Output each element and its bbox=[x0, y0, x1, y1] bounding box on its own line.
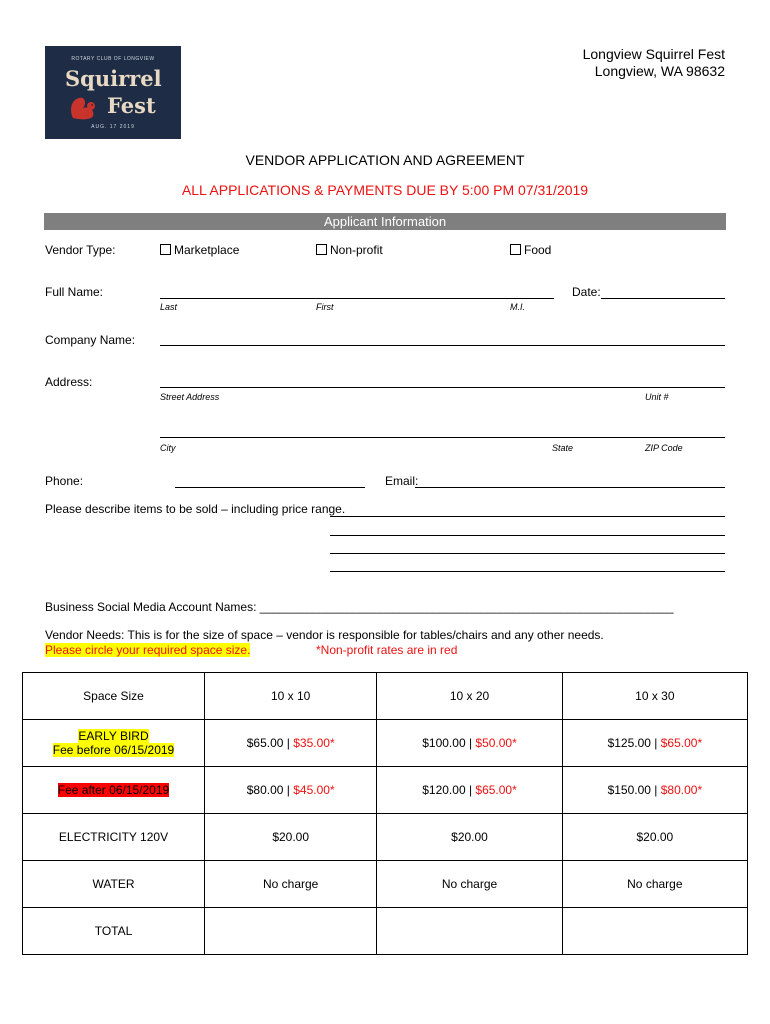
items-line-4[interactable] bbox=[330, 571, 725, 572]
size-10x20-header[interactable]: 10 x 20 bbox=[377, 673, 562, 720]
checkbox-marketplace-label: Marketplace bbox=[174, 243, 240, 257]
address-label: Address: bbox=[45, 375, 93, 389]
company-name-label: Company Name: bbox=[45, 333, 136, 347]
checkbox-icon[interactable] bbox=[160, 244, 171, 255]
water-label: WATER bbox=[23, 861, 205, 908]
nonprofit-price: $65.00* bbox=[660, 736, 703, 750]
last-sublabel: Last bbox=[160, 302, 178, 312]
electricity-10x30: $20.00 bbox=[562, 814, 747, 861]
price: $65.00 | bbox=[246, 736, 294, 750]
event-header bbox=[583, 46, 725, 80]
size-10x30-header[interactable]: 10 x 30 bbox=[562, 673, 747, 720]
checkbox-food[interactable] bbox=[510, 243, 551, 257]
table-row bbox=[23, 814, 748, 861]
price: $80.00 | bbox=[246, 783, 294, 797]
early-10x30-cell bbox=[562, 720, 747, 767]
early-10x20-cell bbox=[377, 720, 562, 767]
nonprofit-rates-note: *Non-profit rates are in red bbox=[316, 643, 458, 657]
price: $150.00 | bbox=[607, 783, 661, 797]
table-row bbox=[23, 908, 748, 955]
date-field[interactable] bbox=[601, 298, 725, 299]
vendor-type-label: Vendor Type: bbox=[45, 243, 116, 257]
items-label: Please describe items to be sold – including price range. bbox=[45, 502, 346, 516]
zip-sublabel: ZIP Code bbox=[645, 443, 683, 453]
circle-instruction bbox=[45, 643, 250, 657]
logo-word-fest: Fest bbox=[107, 93, 156, 118]
early-bird-title: EARLY BIRD bbox=[78, 729, 149, 743]
squirrel-icon bbox=[67, 92, 103, 122]
price: $120.00 | bbox=[422, 783, 476, 797]
after-10x30-cell bbox=[562, 767, 747, 814]
checkbox-marketplace[interactable] bbox=[160, 243, 239, 257]
date-label: Date: bbox=[572, 285, 601, 299]
items-line-2[interactable] bbox=[330, 535, 725, 536]
nonprofit-price: $65.00* bbox=[475, 783, 517, 797]
checkbox-nonprofit-label: Non-profit bbox=[330, 243, 383, 257]
mi-sublabel: M.I. bbox=[510, 302, 525, 312]
electricity-10x10: $20.00 bbox=[205, 814, 377, 861]
size-10x10-header[interactable]: 10 x 10 bbox=[205, 673, 377, 720]
vendor-needs-text: Vendor Needs: This is for the size of space – vendor is responsible for tables/chairs and any other needs. bbox=[45, 628, 604, 642]
email-field[interactable] bbox=[415, 487, 725, 488]
early-bird-label bbox=[23, 720, 205, 767]
electricity-label: ELECTRICITY 120V bbox=[23, 814, 205, 861]
circle-instruction-text: Please circle your required space size. bbox=[45, 643, 251, 657]
section-applicant-information: Applicant Information bbox=[44, 213, 726, 230]
nonprofit-price: $50.00* bbox=[475, 736, 517, 750]
street-address-field[interactable] bbox=[160, 387, 725, 388]
early-bird-date: Fee before 06/15/2019 bbox=[52, 743, 175, 757]
logo-date: AUG. 17 2019 bbox=[91, 124, 135, 130]
items-line-3[interactable] bbox=[330, 553, 725, 554]
total-label: TOTAL bbox=[23, 908, 205, 955]
form-title: VENDOR APPLICATION AND AGREEMENT bbox=[245, 152, 525, 168]
water-10x30: No charge bbox=[562, 861, 747, 908]
total-10x20-field[interactable] bbox=[377, 908, 562, 955]
after-10x20-cell bbox=[377, 767, 562, 814]
water-10x10: No charge bbox=[205, 861, 377, 908]
nonprofit-price: $45.00* bbox=[293, 783, 335, 797]
total-10x30-field[interactable] bbox=[562, 908, 747, 955]
event-name: Longview Squirrel Fest bbox=[582, 46, 725, 62]
water-10x20: No charge bbox=[377, 861, 562, 908]
nonprofit-price: $80.00* bbox=[660, 783, 703, 797]
full-name-label: Full Name: bbox=[45, 285, 104, 299]
fee-after-text: Fee after 06/15/2019 bbox=[57, 783, 170, 797]
table-row bbox=[23, 861, 748, 908]
price: $125.00 | bbox=[607, 736, 661, 750]
phone-label: Phone: bbox=[45, 474, 84, 488]
fee-after-label bbox=[23, 767, 205, 814]
items-line-1[interactable] bbox=[330, 516, 725, 517]
fee-table bbox=[22, 672, 748, 955]
logo-word-squirrel: Squirrel bbox=[65, 66, 162, 91]
full-name-field[interactable] bbox=[160, 298, 554, 299]
checkbox-food-label: Food bbox=[524, 243, 552, 257]
city-state-zip-field[interactable] bbox=[160, 437, 725, 438]
electricity-10x20: $20.00 bbox=[377, 814, 562, 861]
logo-top-text: ROTARY CLUB OF LONGVIEW bbox=[71, 56, 155, 62]
nonprofit-price: $35.00* bbox=[293, 736, 335, 750]
street-address-sublabel: Street Address bbox=[160, 392, 220, 402]
company-name-field[interactable] bbox=[160, 345, 725, 346]
email-label: Email: bbox=[385, 474, 419, 488]
total-10x10-field[interactable] bbox=[205, 908, 377, 955]
early-10x10-cell bbox=[205, 720, 377, 767]
state-sublabel: State bbox=[552, 443, 574, 453]
after-10x10-cell bbox=[205, 767, 377, 814]
unit-sublabel: Unit # bbox=[645, 392, 669, 402]
due-notice: ALL APPLICATIONS & PAYMENTS DUE BY 5:00 PM 07/31/2019 bbox=[181, 182, 589, 198]
checkbox-nonprofit[interactable] bbox=[316, 243, 383, 257]
squirrel-fest-logo bbox=[45, 46, 181, 139]
table-row bbox=[23, 673, 748, 720]
phone-field[interactable] bbox=[175, 487, 365, 488]
first-sublabel: First bbox=[316, 302, 334, 312]
space-size-header: Space Size bbox=[23, 673, 205, 720]
price: $100.00 | bbox=[422, 736, 476, 750]
table-row bbox=[23, 720, 748, 767]
event-location: Longview, WA 98632 bbox=[594, 63, 725, 79]
table-row bbox=[23, 767, 748, 814]
checkbox-icon[interactable] bbox=[316, 244, 327, 255]
city-sublabel: City bbox=[160, 443, 176, 453]
checkbox-icon[interactable] bbox=[510, 244, 521, 255]
social-media-field[interactable]: Business Social Media Account Names: ______________________________________________________________ bbox=[45, 600, 674, 614]
